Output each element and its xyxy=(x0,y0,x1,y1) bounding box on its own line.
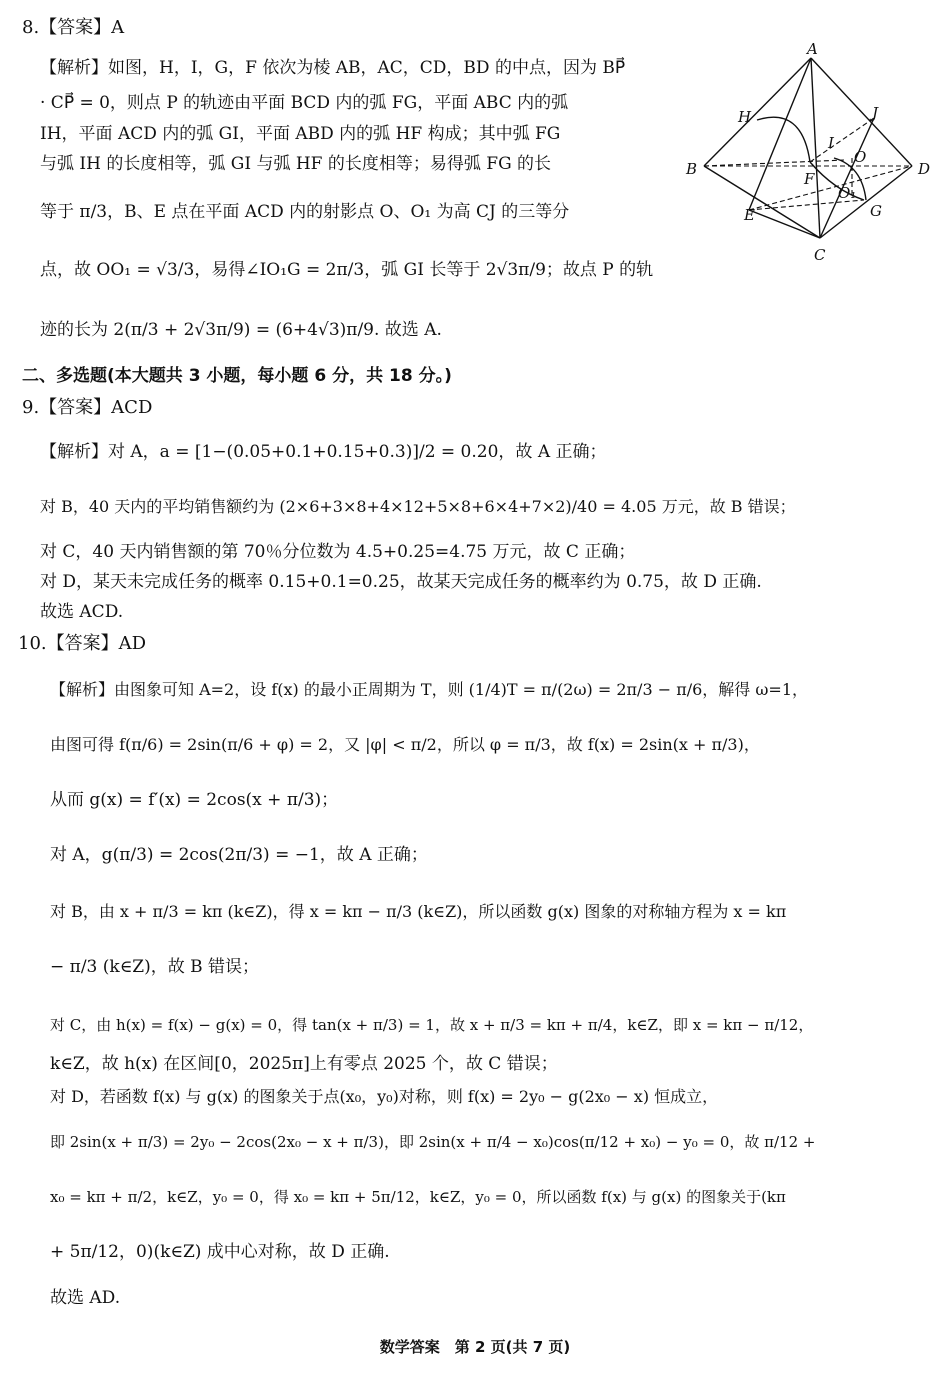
point-E-label: E xyxy=(744,206,755,224)
q10-line-6: − π/3 (k∈Z)，故 B 错误； xyxy=(50,957,260,977)
point-G-label: G xyxy=(870,202,882,220)
vertex-C-label: C xyxy=(814,246,826,264)
q10-line-12: + 5π/12，0)(k∈Z) 成中心对称，故 D 正确. xyxy=(50,1242,390,1262)
q10-line-11: x₀ = kπ + π/2，k∈Z，y₀ = 0，得 x₀ = kπ + 5π/12，k∈Z，y₀ = 0，所以函数 f(x) 与 g(x) 的图象关于(kπ xyxy=(50,1188,786,1206)
tetrahedron-figure xyxy=(684,40,939,270)
q8-line-2: · CP⃗ = 0，则点 P 的轨迹由平面 BCD 内的弧 FG，平面 ABC 内的弧 xyxy=(40,93,569,113)
q10-line-4: 对 A，g(π/3) = 2cos(2π/3) = −1，故 A 正确； xyxy=(50,845,428,865)
q10-line-9: 对 D，若函数 f(x) 与 g(x) 的图象关于点(x₀，y₀)对称，则 f(x) = 2y₀ − g(2x₀ − x) 恒成立， xyxy=(50,1087,719,1106)
q10-line-10: 即 2sin(x + π/3) = 2y₀ − 2cos(2x₀ − x + π/3)，即 2sin(x + π/4 − x₀)cos(π/12 + x₀) − y₀ = 0，故 π/12 + xyxy=(50,1133,816,1151)
q10-line-2: 由图可得 f(π/6) = 2sin(π/6 + φ) = 2，又 |φ| < π/2，所以 φ = π/3，故 f(x) = 2sin(x + π/3)， xyxy=(50,735,760,754)
q8-line-6: 点，故 OO₁ = √3/3，易得∠IO₁G = 2π/3，弧 GI 长等于 2√3π/9；故点 P 的轨 xyxy=(40,260,654,280)
q9-line-2: 对 B，40 天内的平均销售额约为 (2×6+3×8+4×12+5×8+6×4+7×2)/40 = 4.05 万元，故 B 错误； xyxy=(40,497,796,516)
point-O-label: O xyxy=(854,148,867,166)
point-H-label: H xyxy=(738,108,752,126)
q10-line-8: k∈Z，故 h(x) 在区间[0，2025π]上有零点 2025 个，故 C 错误； xyxy=(50,1054,558,1074)
point-O1-label: O₁ xyxy=(838,184,857,202)
section-2-title: 二、多选题(本大题共 3 小题，每小题 6 分，共 18 分。) xyxy=(22,366,452,386)
q9-line-3: 对 C，40 天内销售额的第 70％分位数为 4.5+0.25=4.75 万元，故 C 正确； xyxy=(40,542,636,562)
vertex-B-label: B xyxy=(686,160,698,178)
q10-line-5: 对 B，由 x + π/3 = kπ (k∈Z)，得 x = kπ − π/3 (k∈Z)，所以函数 g(x) 图象的对称轴方程为 x = kπ xyxy=(50,902,787,921)
vertex-D-label: D xyxy=(918,160,931,178)
q9-line-1: 【解析】对 A，a = [1−(0.05+0.1+0.15+0.3)]/2 = 0.20，故 A 正确； xyxy=(40,442,607,462)
q9-answer: 9.【答案】ACD xyxy=(22,397,153,418)
q8-answer: 8.【答案】A xyxy=(22,17,125,38)
q9-line-5: 故选 ACD. xyxy=(40,602,124,622)
q8-line-7: 迹的长为 2(π/3 + 2√3π/9) = (6+4√3)π/9. 故选 A. xyxy=(40,320,442,340)
page-footer: 数学答案 第 2 页(共 7 页) xyxy=(379,1338,571,1356)
q10-answer: 10.【答案】AD xyxy=(18,633,147,654)
q8-line-1: 【解析】如图，H，I，G，F 依次为棱 AB，AC，CD，BD 的中点，因为 BP⃗ xyxy=(40,58,626,78)
q8-line-4: 与弧 IH 的长度相等，弧 GI 与弧 HF 的长度相等；易得弧 FG 的长 xyxy=(40,154,552,174)
point-F-label: F xyxy=(804,170,815,188)
q10-line-3: 从而 g(x) = f′(x) = 2cos(x + π/3)； xyxy=(50,790,339,810)
q10-line-1: 【解析】由图象可知 A=2，设 f(x) 的最小正周期为 T，则 (1/4)T = π/(2ω) = 2π/3 − π/6，解得 ω=1， xyxy=(50,680,809,699)
q9-line-4: 对 D，某天未完成任务的概率 0.15+0.1=0.25，故某天完成任务的概率约为 0.75，故 D 正确. xyxy=(40,572,762,592)
q8-line-3: IH，平面 ACD 内的弧 GI，平面 ABD 内的弧 HF 构成；其中弧 FG xyxy=(40,124,561,144)
q10-line-7: 对 C，由 h(x) = f(x) − g(x) = 0，得 tan(x + π/3) = 1，故 x + π/3 = kπ + π/4，k∈Z，即 x = kπ − π/12， xyxy=(50,1016,814,1034)
vertex-A-label: A xyxy=(807,40,818,58)
q8-line-5: 等于 π/3，B、E 点在平面 ACD 内的射影点 O、O₁ 为高 CJ 的三等分 xyxy=(40,202,570,222)
q10-line-13: 故选 AD. xyxy=(50,1288,121,1308)
point-J-label: J xyxy=(872,104,879,122)
point-I-label: I xyxy=(828,134,834,152)
